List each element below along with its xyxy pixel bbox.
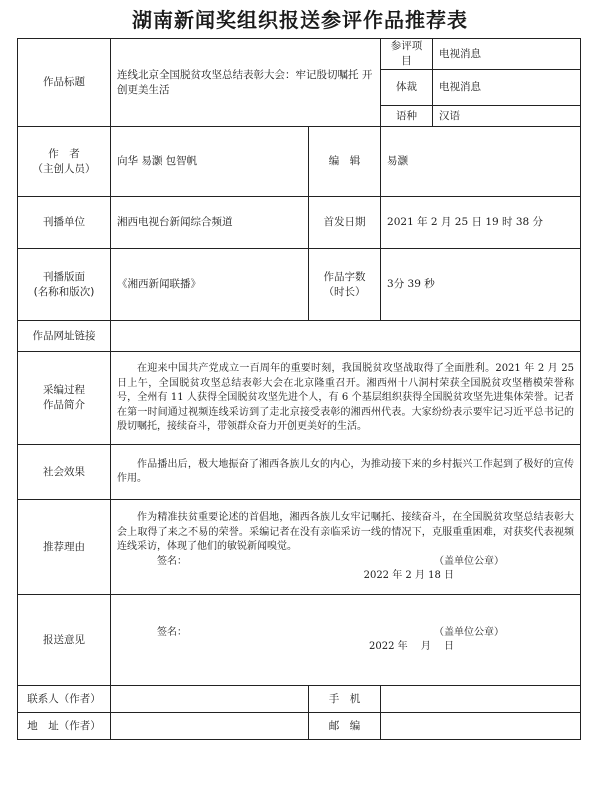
- author-label-line1: 作 者: [48, 147, 80, 160]
- author-label: [18, 127, 111, 197]
- reason-label: 推荐理由: [18, 500, 111, 595]
- category-label: 参评项目: [381, 39, 433, 70]
- opinion-label: 报送意见: [18, 595, 111, 686]
- edition-label-line1: 刊播版面: [43, 270, 85, 283]
- author-label-line2: （主创人员）: [32, 162, 96, 175]
- work-title-value: 连线北京全国脱贫攻坚总结表彰大会：牢记殷切嘱托 开创更美生活: [111, 39, 381, 127]
- opinion-seal: （盖单位公章）: [434, 626, 505, 638]
- address-value[interactable]: [111, 713, 309, 740]
- language-value: 汉语: [433, 106, 581, 127]
- recommendation-form: [17, 38, 581, 740]
- edition-label: [18, 249, 111, 321]
- contact-label: 联系人（作者）: [18, 686, 111, 713]
- first-date-value: 2021 年 2 月 25 日 19 时 38 分: [381, 197, 581, 249]
- process-text: 在迎来中国共产党成立一百周年的重要时刻，我国脱贫攻坚战取得了全面胜利。2021 年 2 月 25 日上午，全国脱贫攻坚总结表彰大会在北京隆重召开。湘西州十八洞村荣获全国脱贫攻坚楷模荣誉称号，全州有 11 人获得全国脱贫攻坚先进个人，有 6 个基层组织获得全国脱贫攻坚先进集体荣誉。记者在第一时间通过视频连线采访到了走北京接受表彰的湘西州代表。大家纷纷表示要牢记习近平总书记的殷切嘱托，接续奋斗，带领群众奋力开创更美好的生活。: [111, 352, 581, 445]
- author-value: 向华 易灏 包智帆: [111, 127, 309, 197]
- process-label: [18, 352, 111, 445]
- process-label-line2: 作品简介: [43, 399, 85, 412]
- phone-label: 手 机: [309, 686, 381, 713]
- address-label: 地 址（作者）: [18, 713, 111, 740]
- publisher-value: 湘西电视台新闻综合频道: [111, 197, 309, 249]
- reason-sign-label: 签名：: [157, 555, 187, 567]
- publisher-label: 刊播单位: [18, 197, 111, 249]
- length-value: 3分 39 秒: [381, 249, 581, 321]
- editor-label: 编 辑: [309, 127, 381, 197]
- opinion-sign-label: 签名：: [157, 626, 187, 638]
- length-label: [309, 249, 381, 321]
- length-label-line2: （时长）: [323, 285, 366, 298]
- reason-date: 2022 年 2 月 18 日: [363, 570, 455, 582]
- genre-label: 体裁: [381, 70, 433, 106]
- reason-text: 作为精准扶贫重要论述的首倡地，湘西各族儿女牢记嘱托、接续奋斗，在全国脱贫攻坚总结表彰大会上取得了来之不易的荣誉。采编记者在没有亲临采访一线的情况下，克服重重困难，对获奖代表视频连线采访，体现了他们的敏锐新闻嗅觉。: [117, 512, 575, 553]
- contact-value[interactable]: [111, 686, 309, 713]
- first-date-label: 首发日期: [309, 197, 381, 249]
- effect-label: 社会效果: [18, 445, 111, 500]
- page-title: 湖南新闻奖组织报送参评作品推荐表: [132, 8, 468, 32]
- opinion-cell: [111, 595, 581, 686]
- editor-value: 易灏: [381, 127, 581, 197]
- edition-label-line2: (名称和版次): [33, 285, 95, 298]
- url-label: 作品网址链接: [18, 321, 111, 352]
- reason-cell: [111, 500, 581, 595]
- effect-text: 作品播出后，极大地振奋了湘西各族儿女的内心，为推动接下来的乡村振兴工作起到了极好的宣传作用。: [111, 445, 581, 500]
- edition-value: 《湘西新闻联播》: [111, 249, 309, 321]
- phone-value[interactable]: [381, 686, 581, 713]
- length-label-line1: 作品字数: [323, 270, 366, 283]
- postcode-label: 邮 编: [309, 713, 381, 740]
- postcode-value[interactable]: [381, 713, 581, 740]
- opinion-signature-row: [117, 626, 574, 641]
- process-label-line1: 采编过程: [43, 384, 85, 397]
- reason-signature-row: [117, 555, 574, 570]
- category-value: 电视消息: [433, 39, 581, 70]
- genre-value: 电视消息: [433, 70, 581, 106]
- reason-seal: （盖单位公章）: [434, 555, 505, 567]
- language-label: 语种: [381, 106, 433, 127]
- url-value: [111, 321, 581, 352]
- work-title-label: 作品标题: [18, 39, 111, 127]
- opinion-date: 2022 年 月 日: [369, 641, 455, 653]
